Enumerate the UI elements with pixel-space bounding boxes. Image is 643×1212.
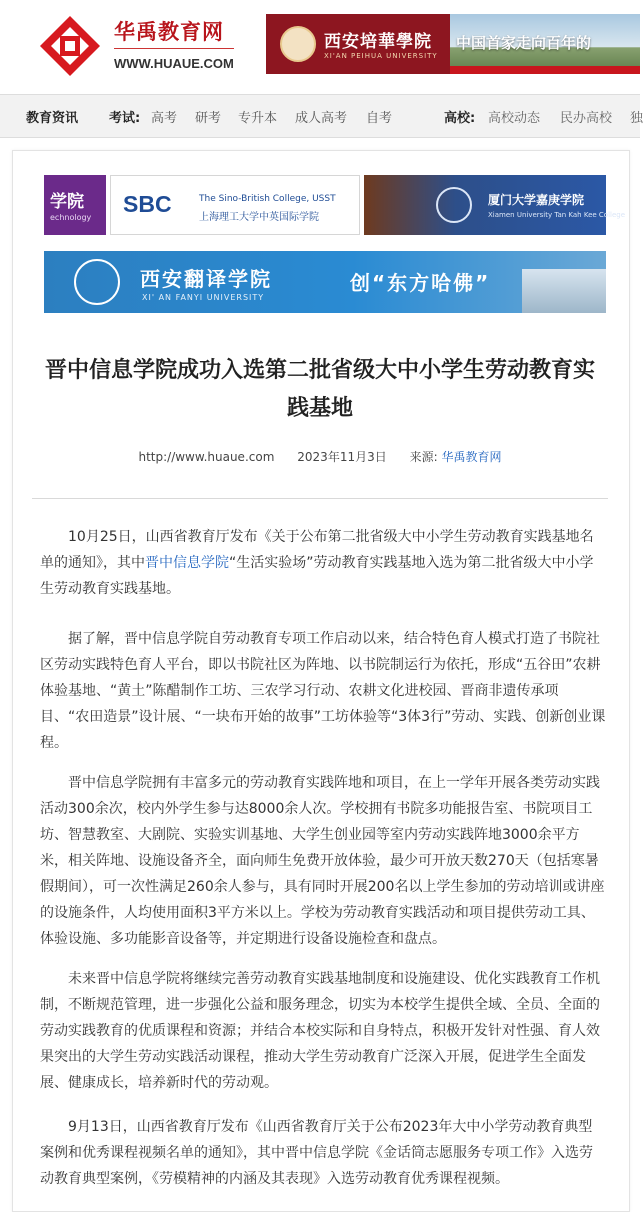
xmu-tankahkee-ad[interactable]: [364, 175, 626, 235]
peihua-banner-ad[interactable]: [266, 14, 640, 74]
nav-item-yankao[interactable]: 研考: [195, 111, 222, 126]
article-paragraph-1: [40, 524, 606, 602]
site-header: [0, 0, 640, 92]
article-date: 2023年11月3日: [297, 450, 387, 464]
nav-item-truncated[interactable]: 独: [630, 111, 643, 126]
sbc-name-en: The Sino-British College, USST: [199, 194, 336, 204]
nav-item-minban-gaoxiao[interactable]: 民办高校: [560, 111, 613, 126]
xmu-name-cn: 厦门大学嘉庚学院: [488, 193, 585, 207]
peihua-emblem-icon: [280, 26, 316, 62]
nav-item-gaokao[interactable]: 高考: [151, 111, 178, 126]
article-paragraph-2: 据了解，晋中信息学院自劳动教育专项工作启动以来，结合特色育人模式打造了书院社区劳动实践特色育人平台，即以书院社区为阵地、以书院制运行为依托，形成“五谷田”农耕体验基地、“黄土”陈醋制作工坊、三农学习行动、农耕文化进校园、晋商非遗传承项目、“农田造景”设计展、“一块布开始的故事”工坊体验等“3体3行”劳动、实践、创新创业课程。: [40, 631, 606, 751]
article-source-link[interactable]: 华禹教育网: [441, 450, 502, 464]
nav-gaoxiao-label: 高校:: [444, 111, 476, 126]
nav-item-zhuanshengben[interactable]: 专升本: [238, 111, 278, 126]
p1-text-before: 10月25日，山西省教育厅发布《关于公布第二批省级大中小学生劳动教育实践基地名单的通知》，其中: [40, 529, 594, 571]
xfy-name-cn: 西安翻译学院: [140, 267, 272, 291]
banner-slogan: 中国首家走向百年的: [456, 34, 592, 52]
xfy-slogan: 创“东方哈佛”: [350, 271, 491, 295]
title-divider: [32, 498, 608, 499]
nav-item-zikao[interactable]: 自考: [366, 111, 393, 126]
xfy-building-photo: [522, 269, 606, 313]
article-paragraph-4: 未来晋中信息学院将继续完善劳动教育实践基地制度和设施建设、优化实践教育工作机制，不断规范管理，进一步强化公益和服务理念，切实为本校学生提供全域、全员、全面的劳动实践教育的优质课程和资源；并结合本校实际和自身特点，积极开发针对性强、育人效果突出的大学生劳动实践活动课程，推动大学生劳动教育广泛深入开展，促进学生全面发展、健康成长，培养新时代的劳动观。: [40, 971, 600, 1091]
article-url[interactable]: http://www.huaue.com: [138, 450, 275, 464]
xmu-name-en: Xiamen University Tan Kah Kee College: [488, 211, 626, 219]
xmu-seal-icon: [436, 187, 472, 223]
banner-school-en: XI'AN PEIHUA UNIVERSITY: [324, 52, 438, 60]
xfy-name-en: XI' AN FANYI UNIVERSITY: [142, 293, 265, 302]
nav-item-chengrengaokao[interactable]: 成人高考: [295, 111, 348, 126]
site-name[interactable]: 华禹教育网: [114, 20, 224, 44]
article-meta: [0, 448, 640, 465]
huaue-logo-icon[interactable]: [38, 14, 102, 78]
p1-text-after: “生活实验场”劳动教育实践基地入选为第二批省级大中小学生劳动教育实践基地。: [40, 555, 594, 597]
nav-kaoshi-label: 考试:: [109, 111, 141, 126]
site-url[interactable]: WWW.HUAUE.COM: [114, 56, 234, 71]
article-source-label: 来源:: [409, 450, 438, 464]
xian-fanyi-ad[interactable]: [44, 251, 606, 313]
sbc-usst-ad[interactable]: [110, 175, 360, 235]
sbc-logo: SBC: [123, 191, 172, 217]
xfy-seal-icon: [74, 259, 120, 305]
college-ad-purple[interactable]: [44, 175, 106, 235]
article-title: 晋中信息学院成功入选第二批省级大中小学生劳动教育实践基地: [44, 358, 595, 421]
article-paragraph-3: 晋中信息学院拥有丰富多元的劳动教育实践阵地和项目，在上一学年开展各类劳动实践活动300余次，校内外学生参与达8000余人次。学校拥有书院多功能报告室、书院项目工坊、智慧教室、大剧院、实验实训基地、大学生创业园等室内劳动实践阵地3000余平方米，相关阵地、设施设备齐全，面向师生免费开放体验，最少可开放天数270天（包括寒暑假期间），可一次性满足260余人参与，具有同时开展200名以上学生参加的劳动培训或讲座的设施条件，人均使用面积3平方米以上。学校为劳动教育实践活动和项目提供劳动工具、体验设施、多功能影音设备等，并定期进行设备设施检查和盘点。: [40, 775, 605, 947]
ad-purple-sub: echnology: [50, 213, 92, 222]
banner-school-name: 西安培華學院: [324, 32, 432, 52]
main-nav: [0, 94, 643, 138]
sbc-name-cn: 上海理工大学中英国际学院: [199, 212, 319, 223]
jinzhong-college-link[interactable]: 晋中信息学院: [145, 555, 229, 571]
banner-stripe: [450, 66, 640, 74]
ad-purple-title: 学院: [50, 192, 84, 212]
nav-item-gaoxiao-dongtai[interactable]: 高校动态: [488, 111, 541, 126]
article-paragraph-5: 9月13日，山西省教育厅发布《山西省教育厅关于公布2023年大中小学劳动教育典型案例和优秀课程视频名单的通知》，其中晋中信息学院《金话筒志愿服务专项工作》入选劳动教育典型案例，《劳模精神的内涵及其表现》入选劳动教育优秀课程视频。: [40, 1119, 593, 1187]
logo-divider: [114, 48, 234, 49]
nav-section-edu-news[interactable]: 教育资讯: [26, 111, 79, 126]
